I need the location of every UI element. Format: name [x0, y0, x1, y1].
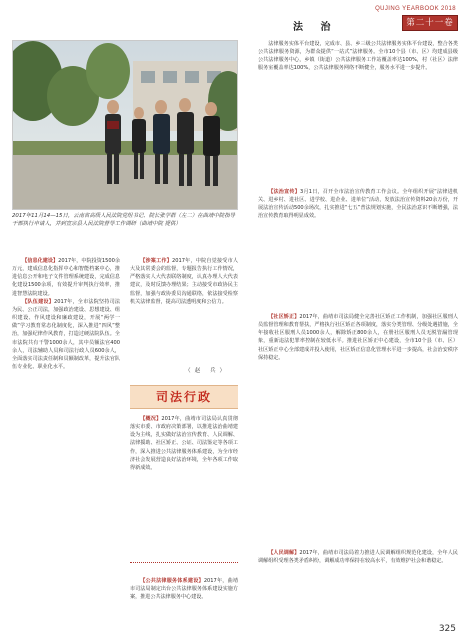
heading-mediation: 【人民调解】	[268, 550, 300, 556]
paragraph-mediation	[258, 549, 458, 565]
page-number: 325	[438, 624, 456, 634]
paragraph-service-platform	[258, 40, 458, 73]
column-r1	[258, 40, 458, 182]
photo-illustration	[13, 41, 238, 210]
heading-supervision: 【涉案工作】	[140, 258, 172, 264]
heading-legal-publicity: 【法治宣传】	[268, 189, 300, 195]
paragraph-overview	[130, 415, 238, 472]
paragraph-team-building	[12, 298, 120, 371]
paragraph-informatization	[12, 257, 120, 298]
column-b3	[130, 577, 238, 625]
text-overview: 2017年，曲靖市司法局认真贯彻落实市委、市政府决策部署，以推进法治曲靖建设为主线，扎实做好法治宣传教育、人民调解、法律援助、社区矫正、公证、司法鉴定等各项工作，深入推进公共法律服务体系建设，为全市经济社会发展营造良好法治环境，全年各项工作取得新成效。	[130, 416, 238, 471]
heading-public-legal-service: 【公共法律服务体系建设】	[140, 578, 204, 584]
news-photo	[12, 40, 238, 210]
heading-informatization: 【信息化建设】	[22, 258, 59, 264]
section-title: 法 治	[293, 22, 338, 33]
author-signature: （赵 兵）	[185, 368, 230, 374]
heading-team-building: 【队伍建设】	[22, 298, 54, 305]
text-public-legal-service: 2017年，曲靖市司法局制定出台公共法律服务体系建设实施方案，推进公共法律服务中心建设。	[130, 578, 238, 601]
text-service-platform: 法律服务实体平台建设，完成市、县、乡三级公共法律服务实体平台建设，整合各类公共法律服务资源，为群众提供“一站式”法律服务。全市10个县（市、区）均建成县级公共法律服务中心，乡镇（街道）公共法律服务工作站覆盖率达100%，村（社区）法律服务室覆盖率达100%，公共法律服务网络不断健全，服务水平进一步提升。	[258, 41, 458, 72]
dotted-divider	[130, 562, 238, 564]
text-informatization: 2017年，中院投资1500余万元，建成信息化指挥中心和智能档案中心，推进信息公开和电子文件管理系统建设，完成信息化建设1500余项，有效提升审判执行效率，推进智慧法院建设。	[12, 258, 120, 297]
yearbook-brand: QUJING YEARBOOK 2018	[375, 6, 456, 12]
heading-community-correction: 【社区矫正】	[268, 314, 300, 320]
column-r3	[258, 313, 458, 545]
paragraph-legal-publicity	[258, 188, 458, 221]
column-b	[130, 257, 238, 365]
paragraph-community-correction	[258, 313, 458, 362]
photo-caption: 2017年11月14—15日，云南省高级人民法院党组书记、院长张学群（左二）在曲靖中院指导干部执行申请人，并到宣宗县人民法院督导工作调研（曲靖中院 提供）	[12, 213, 235, 227]
text-mediation: 2017年，曲靖市司法局着力推进人民调解组织规范化建设，全年人民调解组织受理各类矛盾纠纷，调解成功率保持在较高水平，有效维护社会和谐稳定。	[258, 550, 458, 565]
section-heading-judicial-administration: 司法行政	[130, 385, 238, 409]
heading-overview: 【概况】	[140, 416, 162, 422]
column-b2	[130, 415, 238, 553]
text-team-building: 2017年，全市法院坚持司法为民、公正司法，加强政治建设、思想建设、组织建设、作风建设和廉政建设，开展“两学一做”学习教育常态化制度化，深入推进“四风”整治，加强纪律作风教育，打造过硬法院队伍。全市法院共有干警1000余人，其中员额法官400余人，司法辅助人员和司法行政人员600余人，全面落实司法责任制和员额制改革，提升法官队伍专业化、职业化水平。	[12, 298, 120, 371]
column-r4	[258, 549, 458, 627]
volume-tab: 第二十一卷	[402, 15, 458, 31]
text-legal-publicity: 3月1日，召开全市法治宣传教育工作会议。全年组织开展“法律进机关、进乡村、进社区、进学校、进企业、进单位”活动，发放法治宣传资料20余万份，开展法治宣传活动500余场次，扎实推进“七五”普法规划实施，全民法治意识不断增强，法治宣传教育取得明显成效。	[258, 189, 458, 220]
paragraph-supervision	[130, 257, 238, 306]
paragraph-public-legal-service	[130, 577, 238, 601]
text-supervision: 2017年，中院自觉接受市人大及其常委会的监督，专题报告执行工作情况，严格落实人大代表联络制度，认真办理人大代表建议，及时反馈办理结果；主动接受市政协民主监督，加强与政协委员沟通联络，依法接受检察机关法律监督，提高司法透明度和公信力。	[130, 258, 238, 305]
text-community-correction: 2017年，曲靖市司法局健全完善社区矫正工作机制，加强社区服刑人员监督管理和教育帮扶，严格执行社区矫正各项制度，落实分类管理、分级处遇措施，全年接收社区服刑人员1000余人，解除矫正800余人，在册社区服刑人员无脱管漏管现象，重新违法犯罪率控制在较低水平。推进社区矫正中心建设，全市10个县（市、区）社区矫正中心全部建成并投入使用，社区矫正信息化管理水平进一步提高，社会治安秩序保持稳定。	[258, 314, 458, 361]
column-a	[12, 257, 120, 607]
column-r2	[258, 188, 458, 308]
